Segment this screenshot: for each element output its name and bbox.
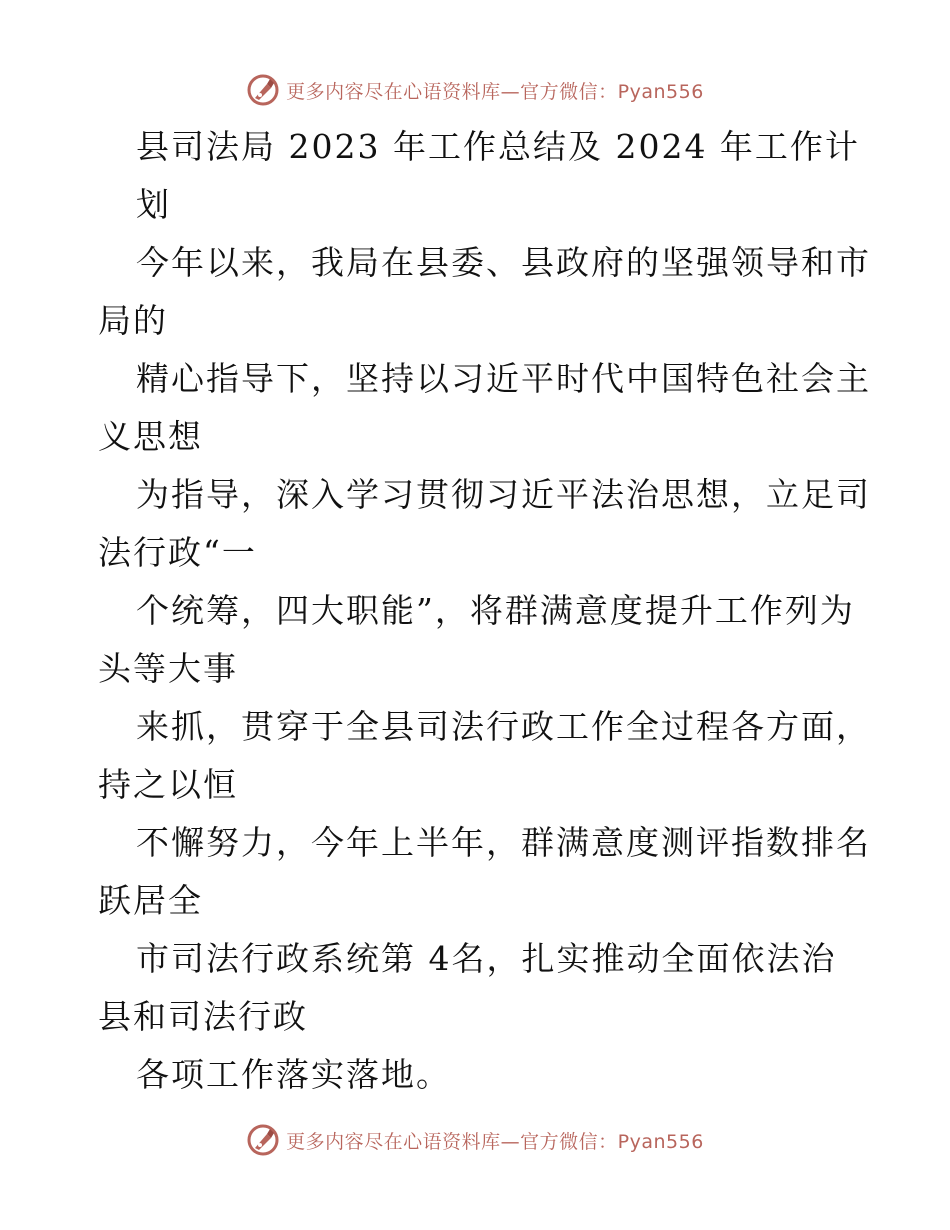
pen-seal-logo-icon — [246, 1123, 280, 1157]
header-banner-text: 更多内容尽在心语资料库—官方微信：Pyan556 — [286, 80, 704, 103]
paragraph-line: 持之以恒 — [98, 765, 238, 804]
paragraph-line: 来抓，贯穿于全县司法行政工作全过程各方面， — [136, 707, 871, 746]
document-title-line-2: 划 — [136, 185, 171, 224]
footer-banner — [0, 1120, 950, 1160]
paragraph-line: 各项工作落实落地。 — [136, 1055, 451, 1094]
paragraph-line: 不懈努力，今年上半年，群满意度测评指数排名 — [136, 823, 871, 862]
paragraph-line: 今年以来，我局在县委、县政府的坚强领导和市 — [136, 243, 871, 282]
paragraph-line: 市司法行政系统第 4名，扎实推动全面依法治 — [136, 939, 837, 978]
paragraph-line: 局的 — [98, 301, 168, 340]
paragraph-line: 县和司法行政 — [98, 997, 308, 1036]
footer-banner-text: 更多内容尽在心语资料库—官方微信：Pyan556 — [286, 1130, 704, 1153]
paragraph-line: 义思想 — [98, 417, 203, 456]
paragraph-line: 头等大事 — [98, 649, 238, 688]
paragraph-line: 跃居全 — [98, 881, 203, 920]
paragraph-line: 个统筹，四大职能”，将群满意度提升工作列为 — [136, 591, 855, 630]
document-title-line-1: 县司法局 2023 年工作总结及 2024 年工作计 — [136, 127, 860, 166]
paragraph-line: 为指导，深入学习贯彻习近平法治思想，立足司 — [136, 475, 871, 514]
paragraph-line: 法行政“一 — [98, 533, 257, 572]
paragraph-line: 精心指导下，坚持以习近平时代中国特色社会主 — [136, 359, 871, 398]
